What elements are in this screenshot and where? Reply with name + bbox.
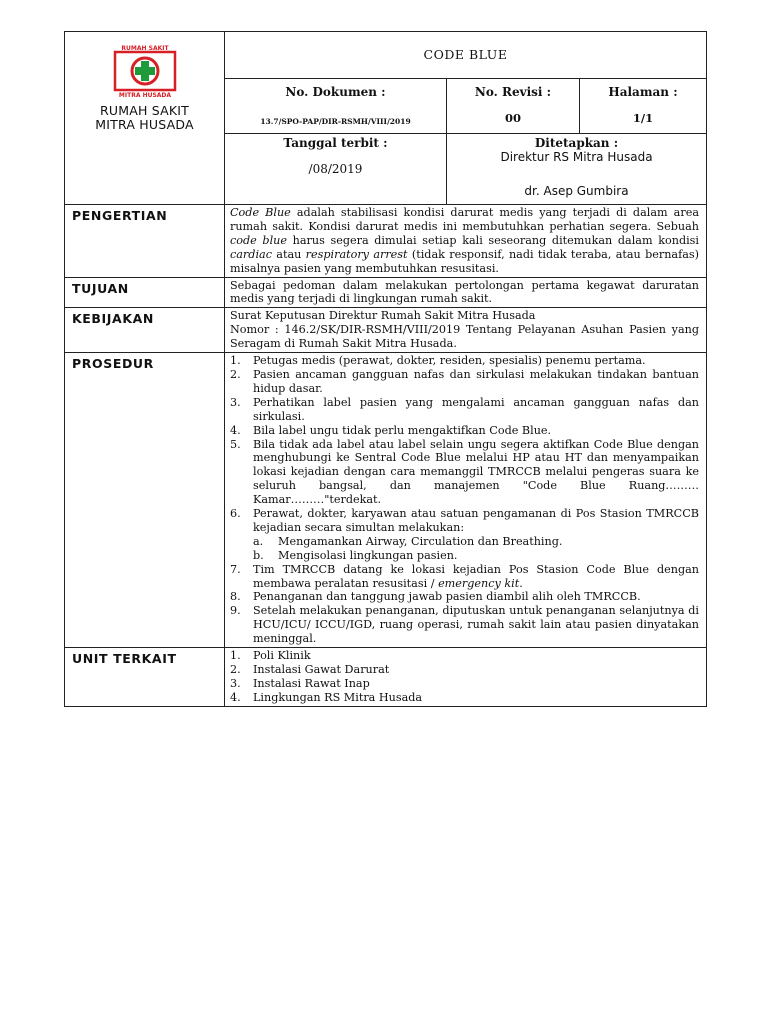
approval-name: dr. Asep Gumbira <box>524 184 629 199</box>
logo-cell <box>65 32 225 205</box>
section-label: PENGERTIAN <box>65 205 225 278</box>
list-item: 6. Perawat, dokter, karyawan atau satuan pengamanan di Pos Stasion TMRCCB kejadian secara simultan melakukan: a. Mengamankan Airway, Circulation dan Breathing. b. Mengisolasi lingkungan pasien. <box>230 507 699 562</box>
list-item: 9. Setelah melakukan penanganan, diputuskan untuk penanganan selanjutnya di HCU/ICU/ ICCU/IGD, ruang operasi, rumah sakit lain atau pasien dinyatakan meninggal. <box>230 604 699 646</box>
issue-date-cell <box>225 134 447 205</box>
sop-document <box>64 31 706 707</box>
list-item: 4. Bila label ungu tidak perlu mengaktifkan Code Blue. <box>230 423 552 437</box>
section-unit-terkait <box>65 648 707 707</box>
hospital-name-line2: MITRA HUSADA <box>95 117 194 132</box>
revision-cell <box>447 78 580 134</box>
section-label: TUJUAN <box>65 277 225 308</box>
list-item: 2. Pasien ancaman gangguan nafas dan sirkulasi melakukan tindakan bantuan hidup dasar. <box>230 367 699 395</box>
section-body <box>225 353 707 648</box>
section-pengertian <box>65 205 707 278</box>
section-body <box>225 308 707 353</box>
unit-list <box>230 649 699 705</box>
revision-label: No. Revisi : <box>474 84 552 99</box>
section-label: UNIT TERKAIT <box>65 648 225 707</box>
content-table <box>64 204 707 707</box>
issue-date-label: Tanggal terbit : <box>283 136 388 151</box>
approval-role: Direktur RS Mitra Husada <box>500 150 653 165</box>
approval-cell <box>447 134 707 205</box>
section-tujuan <box>65 277 707 308</box>
header-table <box>64 31 707 205</box>
doc-number-label: No. Dokumen : <box>285 84 386 99</box>
approval-label: Ditetapkan : <box>534 136 619 151</box>
policy-line-1: Surat Keputusan Direktur Rumah Sakit Mitra Husada <box>230 309 536 323</box>
list-item: 2. Instalasi Gawat Darurat <box>230 663 390 676</box>
list-item: 8. Penanganan dan tanggung jawab pasien diambil alih oleh TMRCCB. <box>230 590 641 604</box>
issue-date-value: /08/2019 <box>308 162 363 177</box>
section-label: PROSEDUR <box>65 353 225 648</box>
logo-text-top: RUMAH SAKIT <box>120 45 169 52</box>
section-body: Sebagai pedoman dalam melakukan pertolongan pertama kegawat daruratan medis yang terjadi di lingkungan rumah sakit. <box>225 277 707 308</box>
hospital-name <box>65 104 224 132</box>
list-item: 4. Lingkungan RS Mitra Husada <box>230 690 423 704</box>
policy-line-2: Nomor : 146.2/SK/DIR-RSMH/VIII/2019 Tentang Pelayanan Asuhan Pasien yang Seragam di Rumah Sakit Mitra Husada. <box>230 323 699 351</box>
list-item: 5. Bila tidak ada label atau label selain ungu segera aktifkan Code Blue dengan menghubungi ke Sentral Code Blue melalui HP atau HT dan menyampaikan lokasi kejadian dengan cara memanggil TMRCCB melalui pengeras suara ke seluruh bangsal, dan manajemen "Code Blue Ruang……… Kamar………"terdekat. <box>230 437 699 507</box>
procedure-list <box>230 354 699 646</box>
page-label: Halaman : <box>608 84 678 99</box>
list-item: 3. Perhatikan label pasien yang mengalami ancaman gangguan nafas dan sirkulasi. <box>230 395 699 423</box>
section-kebijakan <box>65 308 707 353</box>
section-prosedur <box>65 353 707 648</box>
list-item: 1. Petugas medis (perawat, dokter, residen, spesialis) penemu pertama. <box>230 354 646 368</box>
list-item: 3. Instalasi Rawat Inap <box>230 676 370 690</box>
section-body: Code Blue adalah stabilisasi kondisi darurat medis yang terjadi di dalam area rumah sakit. Kondisi darurat medis ini membutuhkan perhatian segera. Sebuah code blue harus segera dimulai setiap kali seseorang ditemukan dalam kondisi cardiac atau respiratory arrest (tidak responsif, nadi tidak teraba, atau bernafas) misalnya pasien yang membutuhkan resusitasi. <box>225 205 707 278</box>
hospital-logo <box>112 44 178 98</box>
doc-number-value: 13.7/SPO-PAP/DIR-RSMH/VIII/2019 <box>260 116 411 126</box>
doc-number-cell <box>225 78 447 134</box>
revision-value: 00 <box>504 110 521 125</box>
page-cell <box>580 78 707 134</box>
section-body <box>225 648 707 707</box>
page-value: 1/1 <box>632 110 654 125</box>
hospital-name-line1: RUMAH SAKIT <box>100 103 189 118</box>
sub-list-item: a. Mengamankan Airway, Circulation dan Breathing. <box>253 534 563 548</box>
sub-list-item: b. Mengisolasi lingkungan pasien. <box>253 548 458 562</box>
list-item: 1. Poli Klinik <box>230 649 311 663</box>
section-label: KEBIJAKAN <box>65 308 225 353</box>
document-title: CODE BLUE <box>225 32 707 79</box>
sub-list <box>253 535 699 563</box>
list-item: 7. Tim TMRCCB datang ke lokasi kejadian Pos Stasion Code Blue dengan membawa peralatan resusitasi / emergency kit. <box>230 562 699 590</box>
logo-text-bottom: MITRA HUSADA <box>118 92 171 98</box>
